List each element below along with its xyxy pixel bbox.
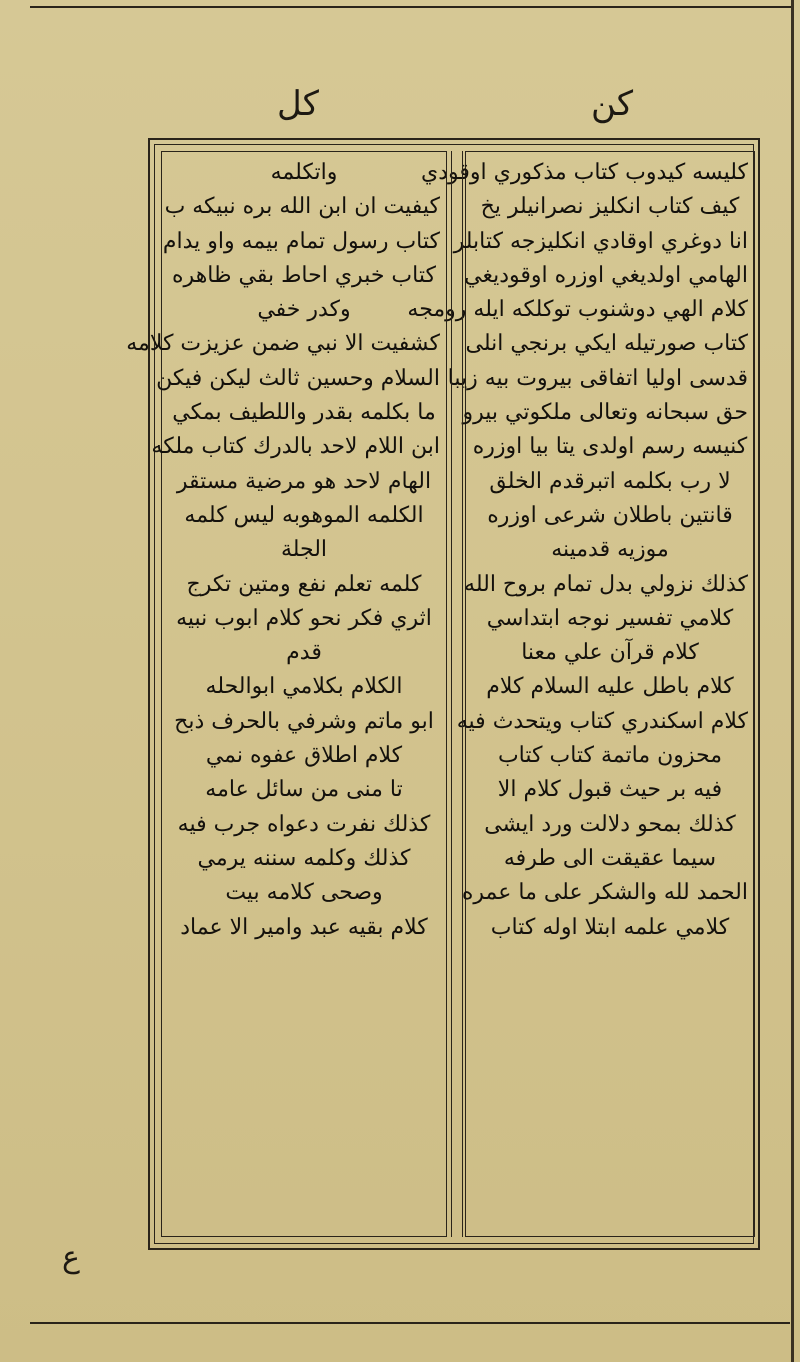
margin-catchword: ع xyxy=(62,1240,80,1275)
text-line: كذلك نزولي بدل تمام بروح الله xyxy=(464,571,748,597)
text-line: الهام لاحد هو مرضية مستقر xyxy=(176,468,432,494)
right-column-lines xyxy=(407,156,748,945)
text-line: وكدر خفي xyxy=(257,297,351,323)
text-line: كتاب صورتيله ايكي برنجي انلى xyxy=(465,331,748,357)
text-line: كلمه تعلم نفع ومتين تكرج xyxy=(186,571,422,597)
text-line: قدم xyxy=(286,640,322,666)
text-line: ابن اللام لاحد بالدرك كتاب ملكه xyxy=(151,434,440,460)
right-text-column xyxy=(407,151,755,1237)
text-line: الكلمه الموهوبه ليس كلمه xyxy=(184,502,424,528)
text-frame xyxy=(126,138,760,1250)
right-page-edge xyxy=(791,0,794,1362)
text-line: موزيه قدمينه xyxy=(551,537,669,563)
text-line: كنيسه رسم اولدى يتا بيا اوزره xyxy=(472,434,748,460)
text-line: كلام اطلاق عفوه نمي xyxy=(205,743,403,769)
text-line: سيما عقيقت الى طرفه xyxy=(503,845,717,871)
text-frame-inner-border xyxy=(126,144,754,1244)
text-line: كتاب رسول تمام بيمه واو يدام xyxy=(162,228,440,254)
text-line: حق سبحانه وتعالى ملكوتي بيرو xyxy=(462,400,748,426)
bottom-rule xyxy=(30,1322,790,1324)
running-head-left: كل xyxy=(277,84,319,124)
text-line: الحمد لله والشكر على ما عمره xyxy=(461,880,748,906)
left-text-column xyxy=(126,151,447,1237)
text-line: انا دوغري اوقادي انكليزجه كتابلر xyxy=(453,228,748,254)
top-page-edge xyxy=(30,6,792,8)
text-line: الهامي اولديغي اوزره اوقوديغي xyxy=(464,262,748,288)
text-line: كلام باطل عليه السلام كلام xyxy=(486,674,734,700)
running-head-right: كن xyxy=(590,84,634,124)
text-line: الكلام بكلامي ابوالحله xyxy=(205,674,403,700)
text-line: وصحى كلامه بيت xyxy=(225,880,383,906)
text-line: الجلة xyxy=(280,537,328,563)
text-line: كلام قرآن علي معنا xyxy=(521,640,699,666)
text-line: كشفيت الا نبي ضمن عزيزت كلامه xyxy=(126,331,440,357)
text-line: كذلك نفرت دعواه جرب فيه xyxy=(177,811,431,837)
text-line: كذلك بمحو دلالت ورد ايشى xyxy=(484,811,736,837)
text-line: السلام وحسين ثالث ليكن فيكن xyxy=(156,365,440,391)
text-line: كلام بقيه عبد وامير الا عماد xyxy=(180,914,428,940)
text-line: اثري فكر نحو كلام ابوب نبيه xyxy=(176,605,432,631)
text-line: قانتين باطلان شرعى اوزره xyxy=(487,502,733,528)
text-line: كليسه كيدوب كتاب مذكوري اوقودي xyxy=(421,160,748,185)
text-line: كلامي تفسير نوجه ابتداسي xyxy=(486,605,734,631)
text-line: كلامي علمه ابتلا اوله كتاب xyxy=(490,914,730,940)
text-line: لا رب بكلمه اتبرقدم الخلق xyxy=(489,468,731,494)
text-line: كيفيت ان ابن الله بره نبيكه ب xyxy=(164,194,440,220)
left-column-lines xyxy=(126,156,440,945)
text-line: تا منى من سائل عامه xyxy=(205,777,403,803)
text-line: قدسى اوليا اتفاقى بيروت بيه زيبا xyxy=(447,365,748,391)
text-line: كلام الهي دوشنوب توكلكه ايله رومجه xyxy=(407,297,748,323)
text-line: كيف كتاب انكليز نصرانيلر يخ xyxy=(480,194,740,220)
column-gutter xyxy=(451,151,463,1237)
text-line: فيه بر حيث قبول كلام الا xyxy=(497,777,723,803)
text-line: محزون ماتمة كتاب كتاب xyxy=(497,743,723,769)
text-line: كتاب خبري احاط بقي ظاهره xyxy=(172,262,436,288)
text-line: ما بكلمه بقدر واللطيف بمكي xyxy=(172,400,436,426)
text-line: كلام اسكندري كتاب ويتحدث فيه xyxy=(456,708,748,734)
text-line: كذلك وكلمه سننه يرمي xyxy=(197,845,411,871)
text-line: ابو ماتم وشرفي بالحرف ذبح xyxy=(174,708,434,734)
text-line: واتكلمه xyxy=(270,160,338,185)
